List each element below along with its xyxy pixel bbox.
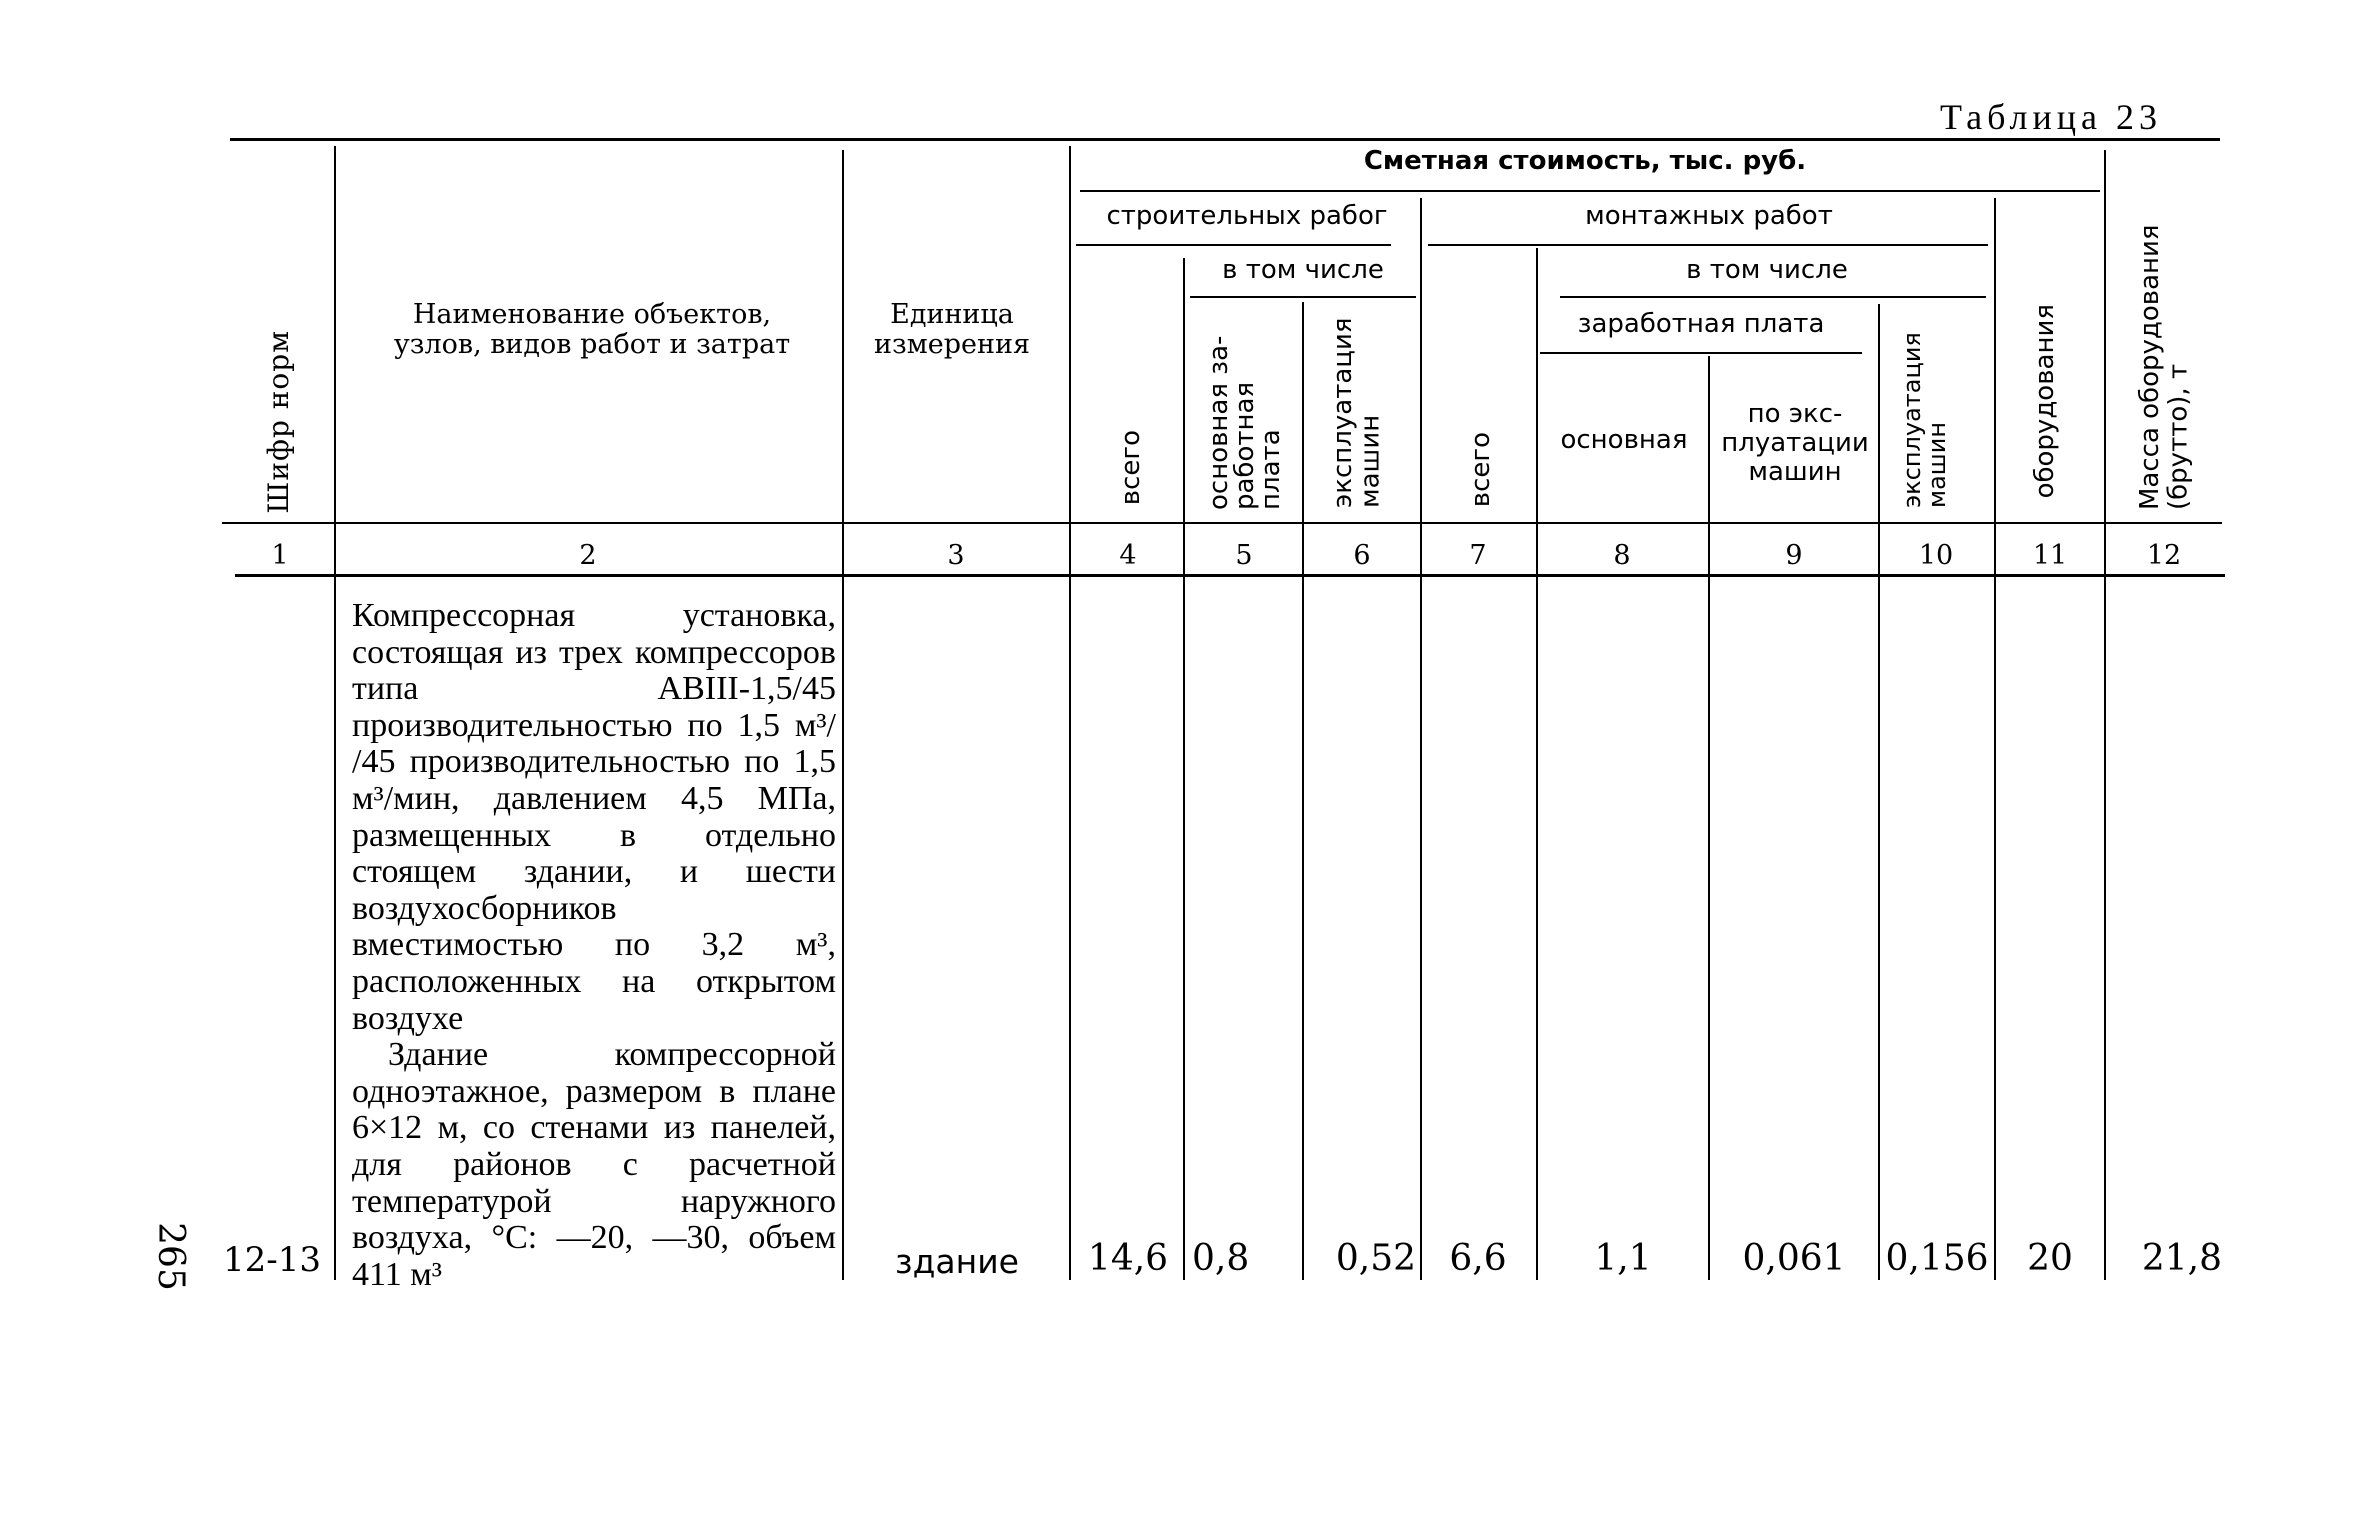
row-unit: здание: [895, 1242, 1019, 1281]
header-unit: Единица измерения: [874, 299, 1030, 361]
row-description: [352, 598, 836, 1293]
row-basic-mounting: 1,1: [1594, 1238, 1652, 1279]
v-line-9: [1878, 304, 1880, 1280]
v-line-4: [1183, 258, 1185, 1280]
v-line-5: [1302, 302, 1304, 1280]
column-number: 3: [947, 540, 965, 571]
row-machine-op-mounting: 0,156: [1885, 1238, 1989, 1279]
row-equipment: 20: [2027, 1238, 2073, 1279]
column-number: 6: [1353, 540, 1371, 571]
table-top-rule: [230, 138, 2220, 141]
header-basic-wage-construction: основная за- работная плата: [1204, 335, 1286, 510]
row-machine-op-construction: 0,52: [1335, 1238, 1416, 1279]
header-machine-wage: по экс- плуатации машин: [1721, 399, 1869, 488]
column-number: 7: [1469, 540, 1487, 571]
header-machine-op-mounting: эксплуатация машин: [1898, 332, 1952, 508]
header-equipment: оборудования: [2030, 304, 2060, 499]
v-line-2: [842, 150, 844, 1280]
header-cost: Сметная стоимость, тыс. руб.: [1363, 146, 1807, 176]
row-description-sub: Здание компрессорной одноэтажное, размером в плане 6×12 м, со стенами из панелей, для районов с расчетной температурой наружного воздуха, °С: —20, —30, объем 411 м³: [352, 1036, 836, 1293]
header-incl-construction: в том числе: [1222, 255, 1384, 285]
column-number: 9: [1785, 540, 1803, 571]
header-wage: заработная плата: [1577, 309, 1825, 339]
column-number: 2: [579, 540, 597, 571]
column-number: 4: [1119, 540, 1137, 571]
table-title: Таблица 23: [1940, 97, 2162, 137]
row-basic-wage-construction: 0,8: [1192, 1238, 1250, 1279]
column-number: 11: [2032, 540, 2068, 571]
row-machine-wage: 0,061: [1742, 1238, 1846, 1279]
v-line-6: [1420, 198, 1422, 1280]
cost-group-rule: [1080, 190, 2100, 192]
incl-mounting-rule: [1560, 296, 1986, 298]
column-number: 5: [1235, 540, 1253, 571]
header-mounting: монтажных работ: [1585, 201, 1833, 231]
header-basic: основная: [1560, 425, 1688, 455]
v-line-1: [334, 146, 336, 1280]
mounting-group-rule: [1428, 244, 1988, 246]
v-line-3: [1069, 146, 1071, 1280]
column-numbers-rule: [235, 574, 2225, 577]
v-line-7: [1536, 248, 1538, 1280]
column-number: 10: [1918, 540, 1954, 571]
row-description-main: Компрессорная установка, состоящая из трех компрессоров типа АВІІІ-1,5/45 производительностью по 1,5 м³/ /45 производительностью по 1,5 м³/мин, давлением 4,5 МПа, размещенных в отдельно стоящем здании, и шести воздухосборников вместимостью по 3,2 м³, расположенных на открытом воздухе: [352, 597, 836, 1037]
header-code: Шифр норм: [262, 330, 295, 514]
header-total-construction: всего: [1116, 430, 1146, 506]
page-number: 265: [149, 1222, 191, 1291]
wage-group-rule: [1540, 352, 1862, 354]
header-machine-op-construction: эксплуатация машин: [1328, 317, 1386, 508]
header-mass: Масса оборудования (брутто), т: [2135, 224, 2194, 510]
column-number: 1: [271, 540, 289, 571]
header-name: Наименование объектов, узлов, видов работ и затрат: [393, 299, 791, 361]
row-total-mounting: 6,6: [1449, 1238, 1507, 1279]
row-code: 12-13: [222, 1240, 321, 1280]
column-number: 12: [2146, 540, 2182, 571]
column-number: 8: [1613, 540, 1631, 571]
construction-group-rule: [1076, 244, 1391, 246]
incl-construction-rule: [1190, 296, 1416, 298]
row-total-construction: 14,6: [1087, 1238, 1169, 1279]
header-total-mounting: всего: [1466, 432, 1496, 508]
v-line-10: [1994, 198, 1996, 1280]
row-mass: 21,8: [2141, 1238, 2222, 1279]
header-incl-mounting: в том числе: [1686, 255, 1848, 285]
header-bottom-rule: [222, 522, 2222, 524]
v-line-8: [1708, 356, 1710, 1280]
header-construction: строительных рабог: [1106, 201, 1388, 231]
v-line-11: [2104, 150, 2106, 1280]
